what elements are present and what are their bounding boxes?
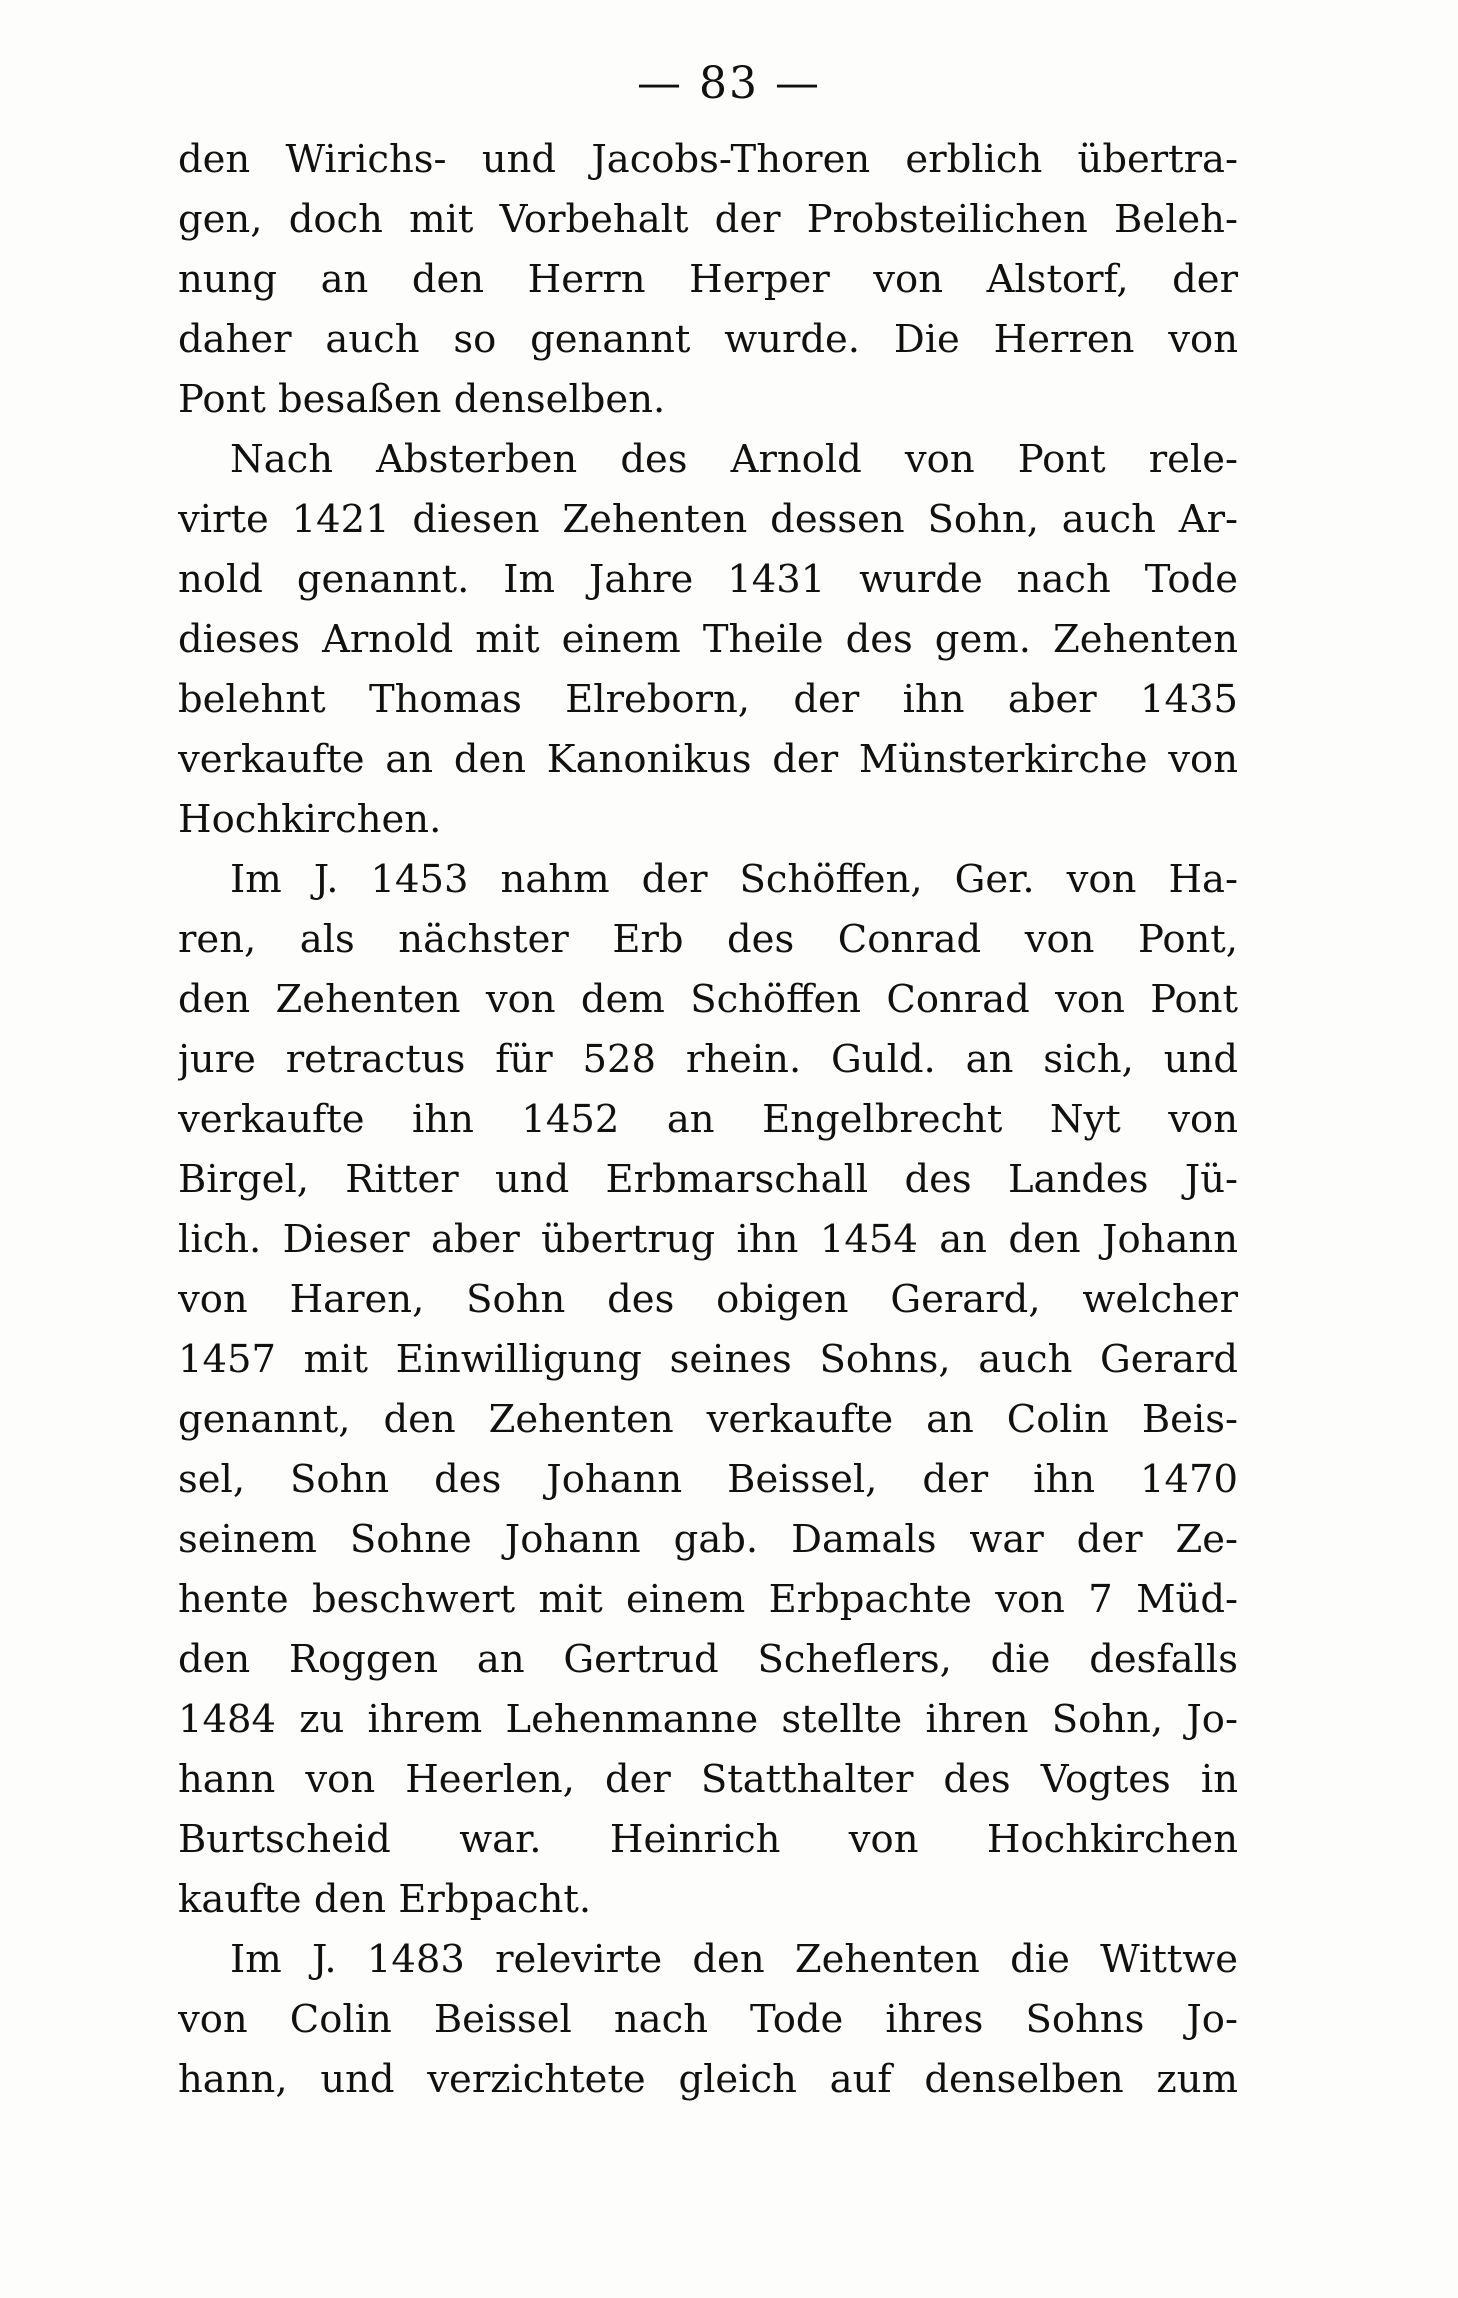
- text-line: 1457 mit Einwilligung seines Sohns, auch Gerard: [178, 1337, 1238, 1382]
- text-line: 1484 zu ihrem Lehenmanne stellte ihren Sohn, Jo-: [178, 1697, 1238, 1742]
- text-line: lich. Dieser aber übertrug ihn 1454 an den Johann: [178, 1217, 1238, 1262]
- text-line: seinem Sohne Johann gab. Damals war der Ze-: [178, 1517, 1238, 1562]
- text-line: jure retractus für 528 rhein. Guld. an sich, und: [178, 1037, 1238, 1082]
- text-line: den Wirichs- und Jacobs-Thoren erblich übertra-: [178, 137, 1238, 182]
- text-line: Hochkirchen.: [178, 797, 442, 842]
- text-line: von Haren, Sohn des obigen Gerard, welcher: [178, 1277, 1238, 1322]
- text-line: sel, Sohn des Johann Beissel, der ihn 1470: [178, 1457, 1238, 1502]
- text-line: verkaufte ihn 1452 an Engelbrecht Nyt von: [178, 1097, 1238, 1142]
- text-line: genannt, den Zehenten verkaufte an Colin Beis-: [178, 1397, 1238, 1442]
- text-line: hann, und verzichtete gleich auf denselben zum: [178, 2057, 1238, 2102]
- text-line: ren, als nächster Erb des Conrad von Pont,: [178, 917, 1238, 962]
- text-line: daher auch so genannt wurde. Die Herren von: [178, 317, 1238, 362]
- text-line: nold genannt. Im Jahre 1431 wurde nach Tode: [178, 557, 1238, 602]
- text-line: nung an den Herrn Herper von Alstorf, der: [178, 257, 1238, 302]
- text-line: Birgel, Ritter und Erbmarschall des Landes Jü-: [178, 1157, 1238, 1202]
- text-line: Pont besaßen denselben.: [178, 377, 666, 422]
- text-line: hann von Heerlen, der Statthalter des Vogtes in: [178, 1757, 1238, 1802]
- text-line: Nach Absterben des Arnold von Pont rele-: [230, 437, 1238, 482]
- text-line: den Roggen an Gertrud Scheflers, die desfalls: [178, 1637, 1238, 1682]
- text-line: dieses Arnold mit einem Theile des gem. Zehenten: [178, 617, 1238, 662]
- text-line: Im J. 1483 relevirte den Zehenten die Wittwe: [230, 1937, 1238, 1982]
- body-text: [178, 130, 1238, 2110]
- text-line: kaufte den Erbpacht.: [178, 1877, 592, 1922]
- text-line: belehnt Thomas Elreborn, der ihn aber 1435: [178, 677, 1238, 722]
- text-line: den Zehenten von dem Schöffen Conrad von Pont: [178, 977, 1238, 1022]
- text-line: gen, doch mit Vorbehalt der Probsteilichen Beleh-: [178, 197, 1238, 242]
- text-line: verkaufte an den Kanonikus der Münsterkirche von: [178, 737, 1238, 782]
- text-line: virte 1421 diesen Zehenten dessen Sohn, auch Ar-: [178, 497, 1238, 542]
- text-line: von Colin Beissel nach Tode ihres Sohns Jo-: [178, 1997, 1238, 2042]
- text-line: Burtscheid war. Heinrich von Hochkirchen: [178, 1817, 1238, 1862]
- page-number: — 83 —: [637, 58, 821, 109]
- text-line: Im J. 1453 nahm der Schöffen, Ger. von Ha-: [230, 857, 1238, 902]
- text-line: hente beschwert mit einem Erbpachte von 7 Müd-: [178, 1577, 1238, 1622]
